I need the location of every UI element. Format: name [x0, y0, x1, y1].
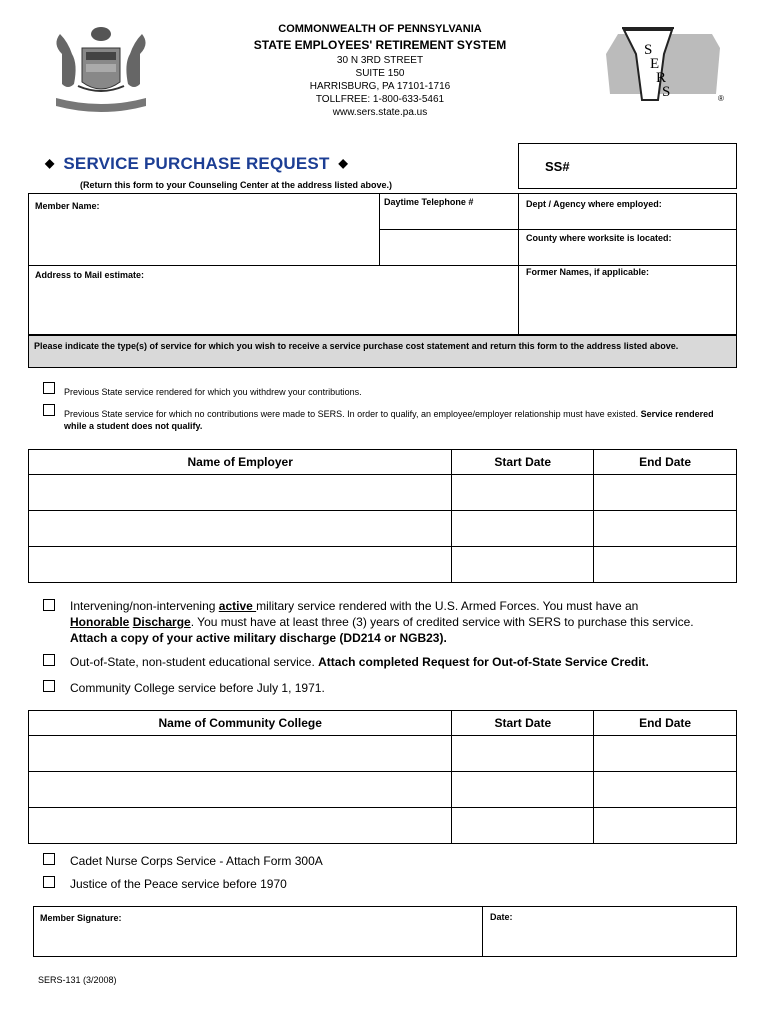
diamond-bullet-icon: ◆ — [338, 156, 348, 170]
employer-name-header: Name of Employer — [29, 450, 452, 475]
sers-keystone-logo — [600, 24, 732, 106]
table-row — [29, 808, 737, 844]
daytime-telephone-label: Daytime Telephone # — [384, 197, 474, 207]
out-of-state-instruction: Attach completed Request for Out-of-State Service Credit. — [318, 655, 649, 669]
college-end-date-header: End Date — [594, 711, 737, 736]
no-contributions-label — [64, 408, 714, 432]
form-title-block — [45, 154, 348, 174]
former-names-label: Former Names, if applicable: — [526, 267, 650, 277]
member-signature-field[interactable] — [34, 907, 481, 956]
ss-label: SS# — [545, 159, 570, 174]
college-name-cell[interactable] — [29, 808, 452, 844]
cadet-nurse-label: Cadet Nurse Corps Service - Attach Form 300A — [70, 854, 323, 868]
signature-date-label: Date: — [490, 912, 513, 922]
dept-agency-field[interactable] — [520, 194, 736, 228]
no-contributions-text: Previous State service for which no contributions were made to SERS. In order to qualify, an employee/employer relationship must have existed. — [64, 409, 641, 419]
diamond-bullet-icon: ◆ — [45, 156, 55, 170]
employer-name-cell[interactable] — [29, 475, 452, 511]
college-start-date-cell[interactable] — [452, 772, 594, 808]
military-text: . You must have at least three (3) years of credited service with SERS to purchase this service. — [190, 615, 694, 629]
table-row — [29, 736, 737, 772]
employer-name-cell[interactable] — [29, 511, 452, 547]
college-start-date-header: Start Date — [452, 711, 594, 736]
grid-divider — [518, 193, 519, 335]
daytime-telephone-input[interactable] — [380, 230, 517, 264]
header-commonwealth: COMMONWEALTH OF PENNSYLVANIA — [278, 23, 482, 35]
table-row — [29, 475, 737, 511]
military-discharge-word: Discharge — [132, 615, 191, 629]
military-honorable-word: Honorable — [70, 615, 130, 629]
withdrawn-contributions-label: Previous State service rendered for which you withdrew your contributions. — [64, 387, 362, 397]
form-number: SERS-131 (3/2008) — [38, 975, 117, 985]
member-signature-label: Member Signature: — [40, 913, 122, 923]
college-name-cell[interactable] — [29, 736, 452, 772]
community-college-table — [28, 710, 737, 844]
out-of-state-text: Out-of-State, non-student educational service. — [70, 655, 319, 669]
military-text: Intervening/non-intervening — [70, 599, 219, 613]
community-college-label: Community College service before July 1, 1971. — [70, 681, 325, 695]
justice-of-peace-checkbox[interactable] — [43, 876, 55, 888]
employer-table — [28, 449, 737, 583]
employer-name-cell[interactable] — [29, 547, 452, 583]
student-exclusion-note: Service rendered while a student does not qualify. — [64, 409, 714, 431]
logo-letter-s2: S — [662, 84, 671, 100]
signature-date-field[interactable] — [484, 907, 736, 956]
military-active-word: active — [218, 599, 257, 613]
college-end-date-cell[interactable] — [594, 808, 737, 844]
instruction-banner — [28, 335, 737, 368]
instruction-text: Please indicate the type(s) of service for which you wish to receive a service purchase cost statement and return this form to the address listed above. — [34, 341, 679, 351]
member-name-label: Member Name: — [35, 201, 100, 211]
college-start-date-cell[interactable] — [452, 736, 594, 772]
daytime-telephone-field[interactable] — [380, 194, 517, 228]
header-street: 30 N 3RD STREET — [336, 55, 424, 66]
form-title: SERVICE PURCHASE REQUEST — [63, 154, 330, 173]
mailing-address-field[interactable] — [29, 266, 518, 334]
community-college-checkbox[interactable] — [43, 680, 55, 692]
no-contributions-checkbox[interactable] — [43, 404, 55, 416]
justice-of-peace-label: Justice of the Peace service before 1970 — [70, 877, 287, 891]
form-subtitle: (Return this form to your Counseling Center at the address listed above.) — [80, 180, 393, 190]
table-row — [29, 547, 737, 583]
member-name-field[interactable] — [29, 194, 378, 264]
header-sers-name: STATE EMPLOYEES' RETIREMENT SYSTEM — [253, 38, 507, 52]
cadet-nurse-checkbox[interactable] — [43, 853, 55, 865]
military-text: military service rendered with the U.S. Armed Forces. You must have an — [256, 599, 639, 613]
header-website: www.sers.state.pa.us — [332, 107, 428, 118]
college-start-date-cell[interactable] — [452, 808, 594, 844]
logo-letter-e: E — [650, 56, 660, 72]
pa-coat-of-arms-seal — [42, 24, 160, 116]
out-of-state-label — [70, 654, 649, 670]
county-field[interactable] — [520, 230, 736, 264]
employer-end-date-cell[interactable] — [594, 475, 737, 511]
ss-number-field[interactable] — [518, 143, 737, 189]
header-tollfree: TOLLFREE: 1-800-633-5461 — [315, 94, 445, 105]
table-row — [29, 511, 737, 547]
former-names-field[interactable] — [520, 266, 736, 334]
employer-end-date-cell[interactable] — [594, 511, 737, 547]
college-end-date-cell[interactable] — [594, 772, 737, 808]
header-city: HARRISBURG, PA 17101-1716 — [309, 81, 451, 92]
employer-end-date-cell[interactable] — [594, 547, 737, 583]
header-suite: SUITE 150 — [355, 68, 405, 79]
withdrawn-contributions-checkbox[interactable] — [43, 382, 55, 394]
military-service-checkbox[interactable] — [43, 599, 55, 611]
employer-start-date-cell[interactable] — [452, 547, 594, 583]
employer-start-date-header: Start Date — [452, 450, 594, 475]
employer-end-date-header: End Date — [594, 450, 737, 475]
military-service-label — [70, 598, 735, 646]
mailing-address-label: Address to Mail estimate: — [35, 270, 145, 280]
college-end-date-cell[interactable] — [594, 736, 737, 772]
grid-divider — [482, 906, 483, 957]
logo-letter-r: R — [656, 70, 667, 86]
military-discharge-instruction: Attach a copy of your active military discharge (DD214 or NGB23). — [70, 631, 447, 645]
registered-mark: ® — [718, 94, 724, 103]
college-name-cell[interactable] — [29, 772, 452, 808]
logo-letter-s1: S — [644, 42, 653, 58]
county-label: County where worksite is located: — [526, 233, 672, 243]
employer-start-date-cell[interactable] — [452, 511, 594, 547]
employer-start-date-cell[interactable] — [452, 475, 594, 511]
college-name-header: Name of Community College — [29, 711, 452, 736]
table-row — [29, 772, 737, 808]
dept-agency-label: Dept / Agency where employed: — [526, 199, 662, 209]
out-of-state-checkbox[interactable] — [43, 654, 55, 666]
